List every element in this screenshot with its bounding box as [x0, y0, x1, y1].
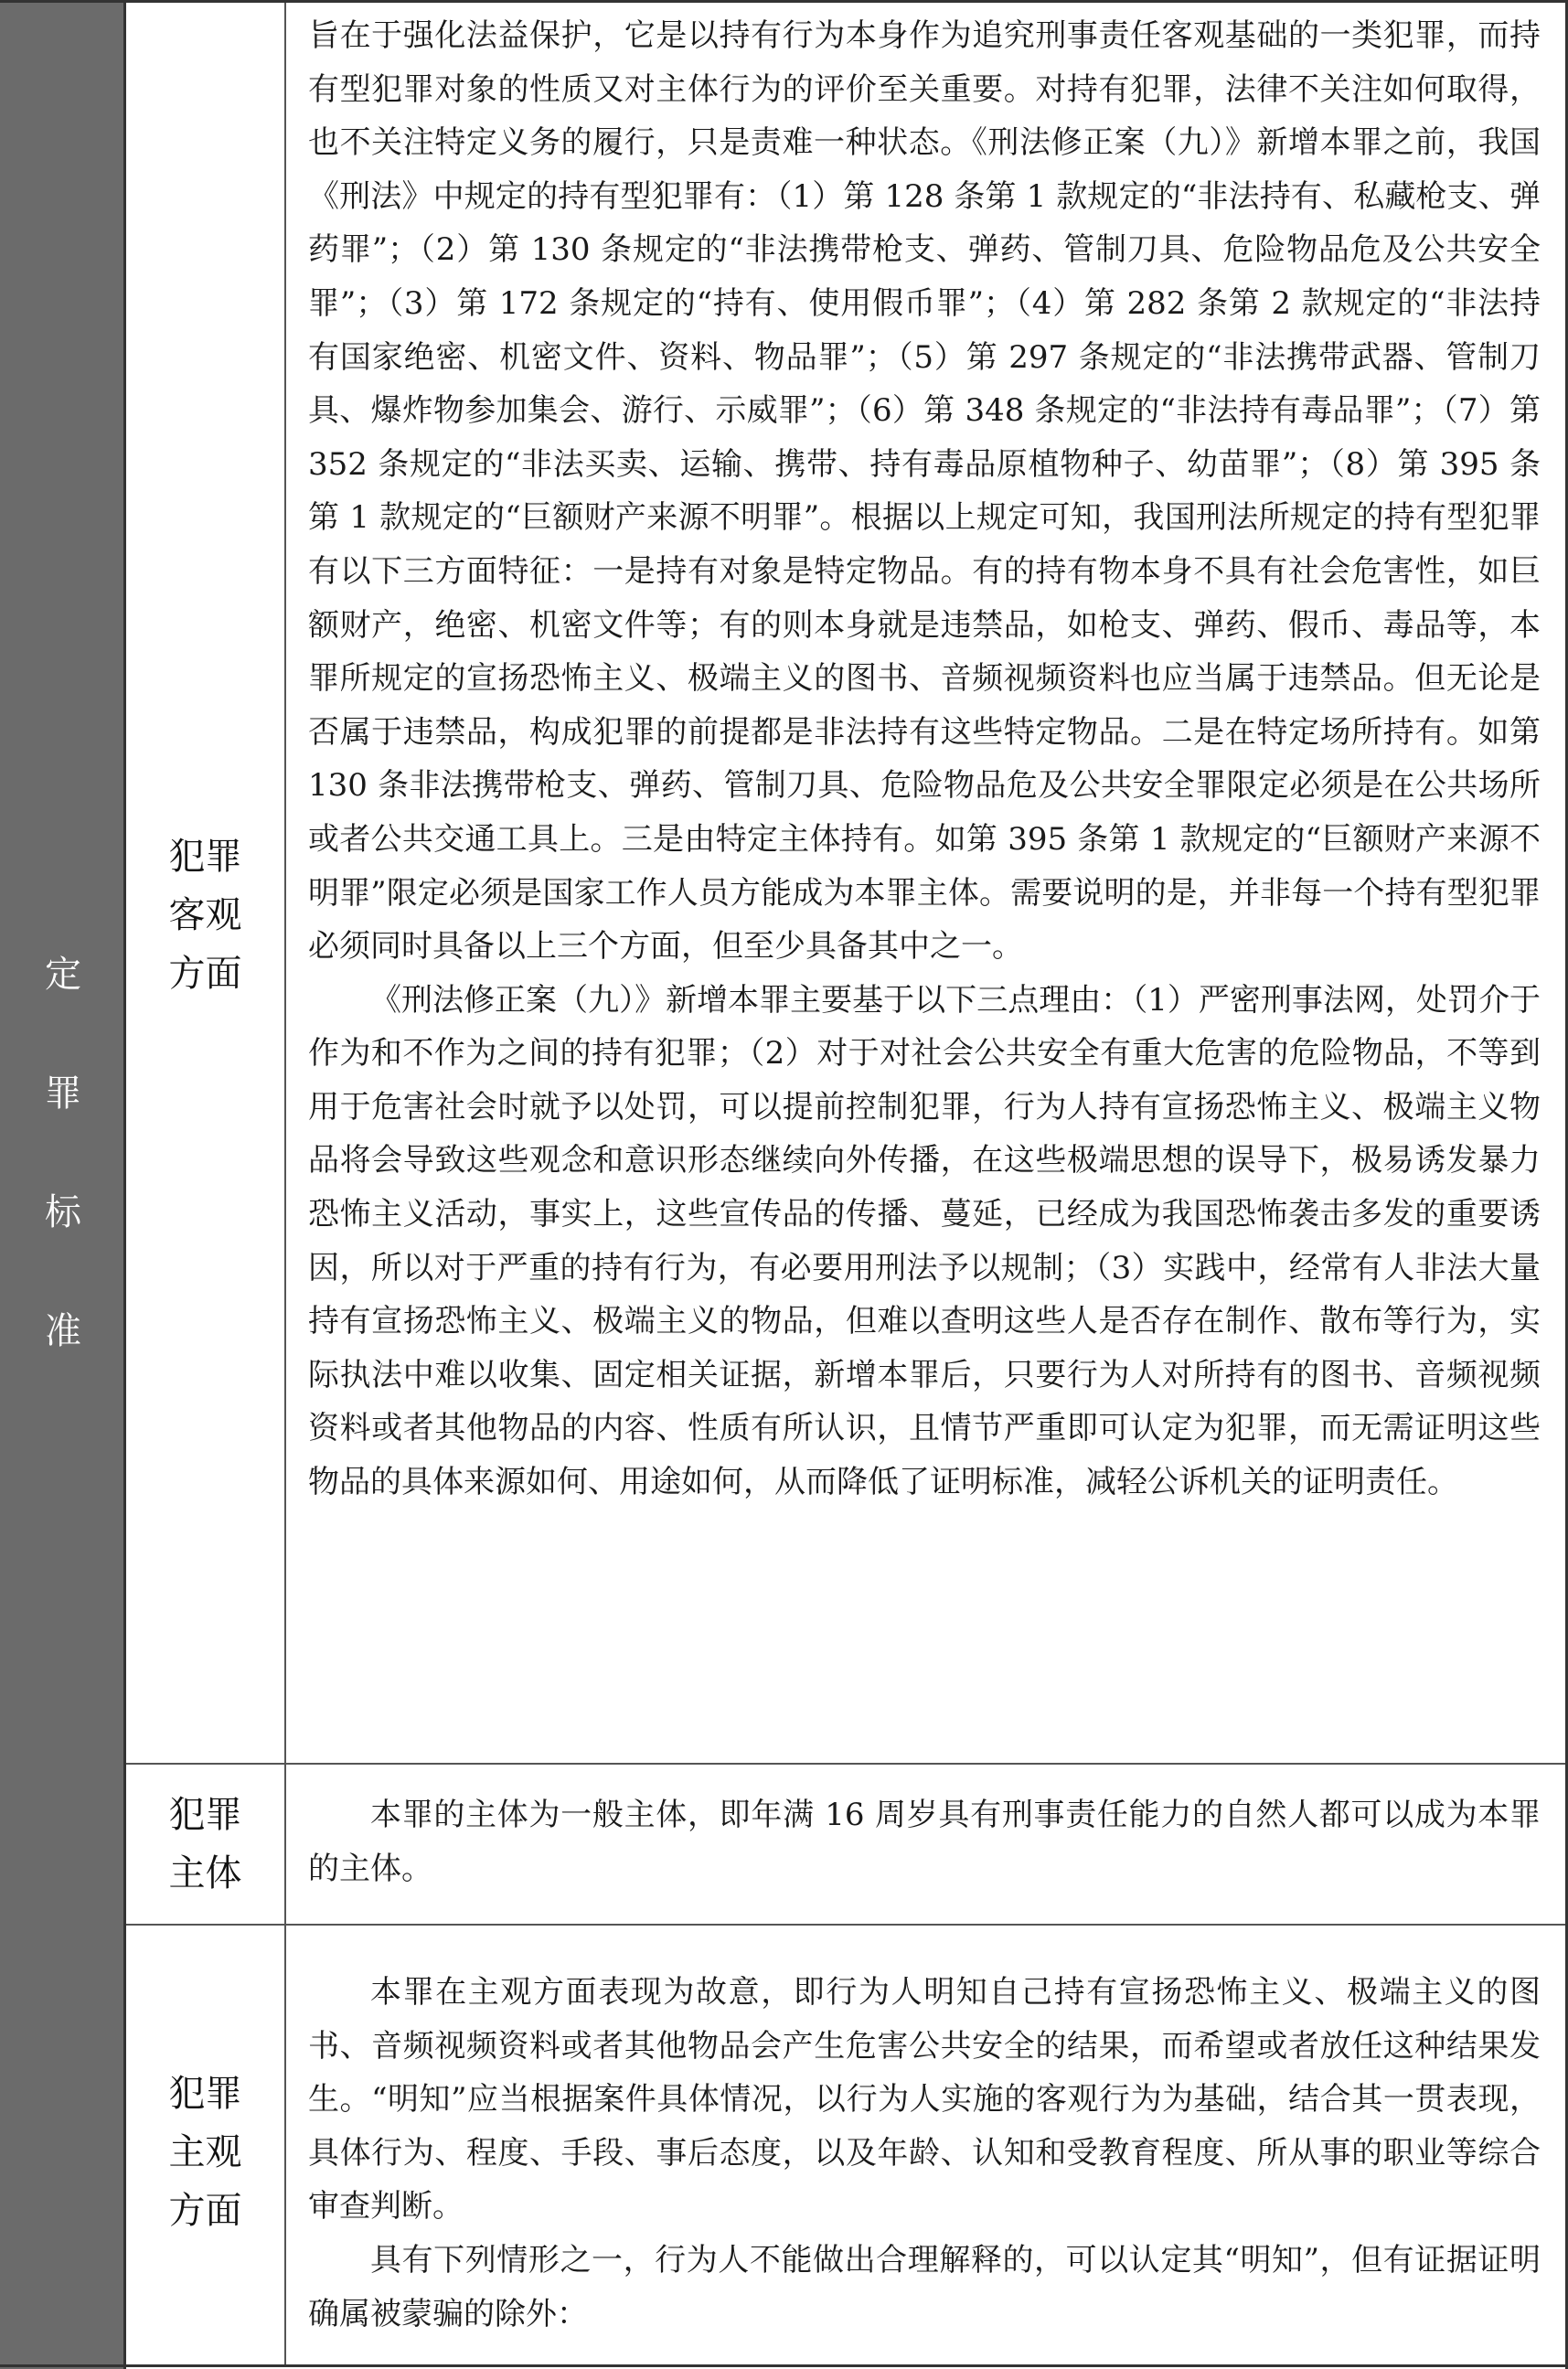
category-char: 标 — [45, 1191, 81, 1233]
category-column — [0, 0, 126, 2369]
row-label-cell — [126, 0, 286, 1763]
paragraph: 具有下列情形之一，行为人不能做出合理解释的，可以认定其“明知”，但有证据证明确属被蒙骗的除外： — [308, 2241, 1541, 2332]
category-char: 准 — [45, 1310, 81, 1352]
paragraph: 旨在于强化法益保护，它是以持有行为本身作为追究刑事责任客观基础的一类犯罪，而持有型犯罪对象的性质又对主体行为的评价至关重要。对持有犯罪，法律不关注如何取得，也不关注特定义务的履行，只是责难一种状态。《刑法修正案（九）》新增本罪之前，我国《刑法》中规定的持有型犯罪有：（1）第 128 条第 1 款规定的“非法持有、私藏枪支、弹药罪”；（2）第 130 条规定的“非法携带枪支、弹药、管制刀具、危险物品危及公共安全罪”；（3）第 172 条规定的“持有、使用假币罪”；（4）第 282 条第 2 款规定的“非法持有国家绝密、机密文件、资料、物品罪”；（5）第 297 条规定的“非法携带武器、管制刀具、爆炸物参加集会、游行、示威罪”；（6）第 348 条规定的“非法持有毒品罪”；（7）第 352 条规定的“非法买卖、运输、携带、持有毒品原植物种子、幼苗罪”；（8）第 395 条第 1 款规定的“巨额财产来源不明罪”。根据以上规定可知，我国刑法所规定的持有型犯罪有以下三方面特征：一是持有对象是特定物品。有的持有物本身不具有社会危害性，如巨额财产，绝密、机密文件等；有的则本身就是违禁品，如枪支、弹药、假币、毒品等，本罪所规定的宣扬恐怖主义、极端主义的图书、音频视频资料也应当属于违禁品。但无论是否属于违禁品，构成犯罪的前提都是非法持有这些特定物品。二是在特定场所持有。如第 130 条非法携带枪支、弹药、管制刀具、危险物品危及公共安全罪限定必须是在公共场所或者公共交通工具上。三是由特定主体持有。如第 395 条第 1 款规定的“巨额财产来源不明罪”限定必须是国家工作人员方能成为本罪主体。需要说明的是，并非每一个持有型犯罪必须同时具备以上三个方面，但至少具备其中之一。 — [308, 17, 1541, 966]
row-content-cell — [286, 0, 1568, 1763]
paragraph: 本罪的主体为一般主体，即年满 16 周岁具有刑事责任能力的自然人都可以成为本罪的主体。 — [308, 1797, 1541, 1887]
row-label: 犯罪主观方面 — [168, 2073, 242, 2232]
table-top-border — [0, 0, 1568, 3]
row-label: 犯罪主体 — [168, 1794, 242, 1894]
category-char: 罪 — [45, 1072, 81, 1115]
table-bottom-border — [0, 2364, 1568, 2367]
paragraph: 本罪在主观方面表现为故意，即行为人明知自己持有宣扬恐怖主义、极端主义的图书、音频视频资料或者其他物品会产生危害公共安全的结果，而希望或者放任这种结果发生。“明知”应当根据案件具体情况，以行为人实施的客观行为为基础，结合其一贯表现，具体行为、程度、手段、事后态度，以及年龄、认知和受教育程度、所从事的职业等综合审查判断。 — [308, 1974, 1541, 2225]
row-label-cell — [126, 1765, 286, 1924]
row-content-cell — [286, 1926, 1568, 2364]
row-label: 犯罪客观方面 — [168, 836, 242, 995]
row-content-cell — [286, 1765, 1568, 1924]
row-label-cell — [126, 1926, 286, 2364]
paragraph: 《刑法修正案（九）》新增本罪主要基于以下三点理由：（1）严密刑事法网，处罚介于作为和不作为之间的持有犯罪；（2）对于对社会公共安全有重大危害的危险物品，不等到用于危害社会时就予以处罚，可以提前控制犯罪，行为人持有宣扬恐怖主义、极端主义物品将会导致这些观念和意识形态继续向外传播，在这些极端思想的误导下，极易诱发暴力恐怖主义活动，事实上，这些宣传品的传播、蔓延，已经成为我国恐怖袭击多发的重要诱因，所以对于严重的持有行为，有必要用刑法予以规制；（3）实践中，经常有人非法大量持有宣扬恐怖主义、极端主义的物品，但难以查明这些人是否存在制作、散布等行为，实际执法中难以收集、固定相关证据，新增本罪后，只要行为人对所持有的图书、音频视频资料或者其他物品的内容、性质有所认识，且情节严重即可认定为犯罪，而无需证明这些物品的具体来源如何、用途如何，从而降低了证明标准，减轻公诉机关的证明责任。 — [308, 981, 1541, 1501]
category-char: 定 — [45, 954, 81, 996]
